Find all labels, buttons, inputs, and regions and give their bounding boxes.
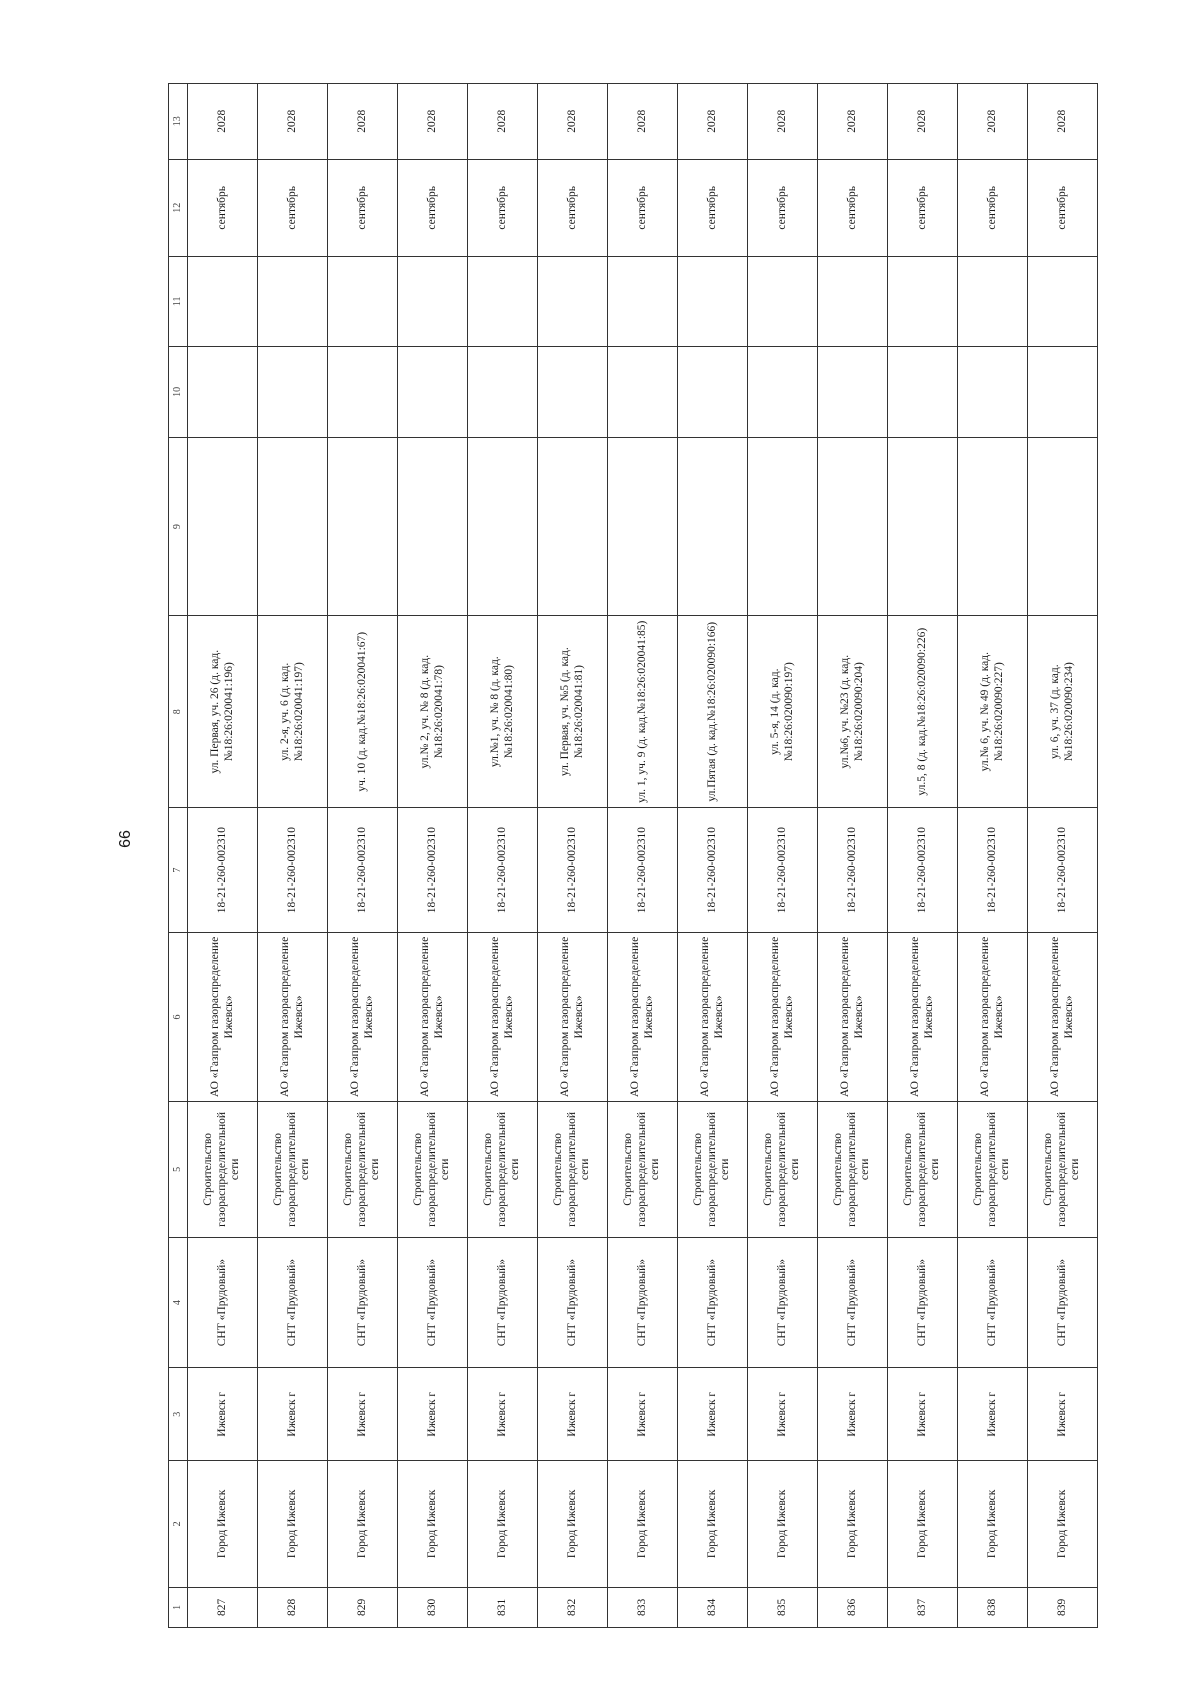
col9-cell [188, 438, 258, 616]
snt-cell: СНТ «Прудовый» [1028, 1237, 1098, 1368]
year-cell: 2028 [608, 84, 678, 160]
work-type-cell: Строительство газораспределительной сети [818, 1101, 888, 1237]
table-body [188, 84, 1098, 1628]
year-cell: 2028 [748, 84, 818, 160]
year-cell: 2028 [678, 84, 748, 160]
city-cell: Ижевск г [608, 1368, 678, 1461]
organization-cell: АО «Газпром газораспределение Ижевск» [538, 932, 608, 1101]
col10-cell [748, 346, 818, 438]
work-type-cell: Строительство газораспределительной сети [888, 1101, 958, 1237]
municipality-cell: Город Ижевск [258, 1461, 328, 1588]
col10-cell [468, 346, 538, 438]
table-row [188, 84, 258, 1628]
col11-cell [328, 257, 398, 347]
year-cell: 2028 [258, 84, 328, 160]
year-cell: 2028 [888, 84, 958, 160]
col10-cell [258, 346, 328, 438]
code-cell: 18-21-260-002310 [608, 808, 678, 933]
work-type-cell: Строительство газораспределительной сети [958, 1101, 1028, 1237]
organization-cell: АО «Газпром газораспределение Ижевск» [818, 932, 888, 1101]
code-cell: 18-21-260-002310 [468, 808, 538, 933]
address-cell: ул. 6, уч. 37 (д. кад.№18:26:020090:234) [1028, 616, 1098, 808]
address-cell: уч. 10 (д. кад.№18:26:020041:67) [328, 616, 398, 808]
address-cell: ул.5, 8 (д. кад.№18:26:020090:226) [888, 616, 958, 808]
row-number: 829 [328, 1587, 398, 1627]
column-number-6: 6 [169, 932, 188, 1101]
col10-cell [818, 346, 888, 438]
city-cell: Ижевск г [748, 1368, 818, 1461]
address-cell: ул.Пятая (д. кад.№18:26:020090:166) [678, 616, 748, 808]
municipality-cell: Город Ижевск [328, 1461, 398, 1588]
code-cell: 18-21-260-002310 [188, 808, 258, 933]
row-number: 831 [468, 1587, 538, 1627]
code-cell: 18-21-260-002310 [748, 808, 818, 933]
snt-cell: СНТ «Прудовый» [468, 1237, 538, 1368]
organization-cell: АО «Газпром газораспределение Ижевск» [608, 932, 678, 1101]
address-cell: ул.№1, уч. № 8 (д. кад.№18:26:020041:80) [468, 616, 538, 808]
col9-cell [958, 438, 1028, 616]
col10-cell [398, 346, 468, 438]
page-number: 66 [117, 830, 134, 848]
municipality-cell: Город Ижевск [818, 1461, 888, 1588]
year-cell: 2028 [468, 84, 538, 160]
row-number: 834 [678, 1587, 748, 1627]
address-cell: ул. 2-я, уч. 6 (д. кад.№18:26:020041:197) [258, 616, 328, 808]
col9-cell [678, 438, 748, 616]
year-cell: 2028 [538, 84, 608, 160]
organization-cell: АО «Газпром газораспределение Ижевск» [1028, 932, 1098, 1101]
column-number-8: 8 [169, 616, 188, 808]
col10-cell [958, 346, 1028, 438]
municipality-cell: Город Ижевск [608, 1461, 678, 1588]
row-number: 838 [958, 1587, 1028, 1627]
row-number: 837 [888, 1587, 958, 1627]
snt-cell: СНТ «Прудовый» [958, 1237, 1028, 1368]
col9-cell [1028, 438, 1098, 616]
col11-cell [608, 257, 678, 347]
snt-cell: СНТ «Прудовый» [748, 1237, 818, 1368]
city-cell: Ижевск г [1028, 1368, 1098, 1461]
work-type-cell: Строительство газораспределительной сети [398, 1101, 468, 1237]
row-number: 833 [608, 1587, 678, 1627]
col9-cell [888, 438, 958, 616]
code-cell: 18-21-260-002310 [398, 808, 468, 933]
year-cell: 2028 [328, 84, 398, 160]
col11-cell [468, 257, 538, 347]
municipality-cell: Город Ижевск [958, 1461, 1028, 1588]
col10-cell [1028, 346, 1098, 438]
year-cell: 2028 [398, 84, 468, 160]
organization-cell: АО «Газпром газораспределение Ижевск» [888, 932, 958, 1101]
row-number: 828 [258, 1587, 328, 1627]
work-type-cell: Строительство газораспределительной сети [1028, 1101, 1098, 1237]
municipality-cell: Город Ижевск [1028, 1461, 1098, 1588]
table-row [1028, 84, 1098, 1628]
address-cell: ул. 5-я, 14 (д. кад.№18:26:020090:197) [748, 616, 818, 808]
table-row [818, 84, 888, 1628]
organization-cell: АО «Газпром газораспределение Ижевск» [328, 932, 398, 1101]
col10-cell [328, 346, 398, 438]
row-number: 836 [818, 1587, 888, 1627]
col11-cell [258, 257, 328, 347]
address-cell: ул.№ 6, уч. № 49 (д. кад.№18:26:020090:227) [958, 616, 1028, 808]
organization-cell: АО «Газпром газораспределение Ижевск» [468, 932, 538, 1101]
year-cell: 2028 [1028, 84, 1098, 160]
table-row [538, 84, 608, 1628]
work-type-cell: Строительство газораспределительной сети [258, 1101, 328, 1237]
work-type-cell: Строительство газораспределительной сети [678, 1101, 748, 1237]
month-cell: сентябрь [468, 159, 538, 257]
address-cell: ул.№6, уч. №23 (д. кад.№18:26:020090:204) [818, 616, 888, 808]
code-cell: 18-21-260-002310 [678, 808, 748, 933]
month-cell: сентябрь [538, 159, 608, 257]
month-cell: сентябрь [748, 159, 818, 257]
municipality-cell: Город Ижевск [398, 1461, 468, 1588]
city-cell: Ижевск г [888, 1368, 958, 1461]
month-cell: сентябрь [1028, 159, 1098, 257]
snt-cell: СНТ «Прудовый» [818, 1237, 888, 1368]
address-cell: ул. Первая, уч. 26 (д. кад.№18:26:020041:196) [188, 616, 258, 808]
address-cell: ул. 1, уч. 9 (д. кад.№18:26:020041:85) [608, 616, 678, 808]
column-number-1: 1 [169, 1587, 188, 1627]
work-type-cell: Строительство газораспределительной сети [468, 1101, 538, 1237]
col9-cell [468, 438, 538, 616]
code-cell: 18-21-260-002310 [888, 808, 958, 933]
month-cell: сентябрь [818, 159, 888, 257]
code-cell: 18-21-260-002310 [328, 808, 398, 933]
column-number-2: 2 [169, 1461, 188, 1588]
col10-cell [888, 346, 958, 438]
table-row [748, 84, 818, 1628]
city-cell: Ижевск г [538, 1368, 608, 1461]
city-cell: Ижевск г [958, 1368, 1028, 1461]
table-row [888, 84, 958, 1628]
col11-cell [188, 257, 258, 347]
city-cell: Ижевск г [188, 1368, 258, 1461]
table-row [608, 84, 678, 1628]
municipality-cell: Город Ижевск [748, 1461, 818, 1588]
municipality-cell: Город Ижевск [888, 1461, 958, 1588]
col9-cell [608, 438, 678, 616]
col10-cell [608, 346, 678, 438]
address-cell: ул.№ 2, уч. № 8 (д. кад.№18:26:020041:78) [398, 616, 468, 808]
col9-cell [538, 438, 608, 616]
column-number-7: 7 [169, 808, 188, 933]
municipality-cell: Город Ижевск [468, 1461, 538, 1588]
column-number-12: 12 [169, 159, 188, 257]
snt-cell: СНТ «Прудовый» [538, 1237, 608, 1368]
month-cell: сентябрь [188, 159, 258, 257]
col11-cell [1028, 257, 1098, 347]
work-type-cell: Строительство газораспределительной сети [188, 1101, 258, 1237]
col11-cell [398, 257, 468, 347]
organization-cell: АО «Газпром газораспределение Ижевск» [258, 932, 328, 1101]
month-cell: сентябрь [678, 159, 748, 257]
snt-cell: СНТ «Прудовый» [678, 1237, 748, 1368]
row-number: 832 [538, 1587, 608, 1627]
year-cell: 2028 [188, 84, 258, 160]
row-number: 839 [1028, 1587, 1098, 1627]
column-number-13: 13 [169, 84, 188, 160]
year-cell: 2028 [958, 84, 1028, 160]
city-cell: Ижевск г [398, 1368, 468, 1461]
work-type-cell: Строительство газораспределительной сети [608, 1101, 678, 1237]
col11-cell [538, 257, 608, 347]
organization-cell: АО «Газпром газораспределение Ижевск» [398, 932, 468, 1101]
column-number-3: 3 [169, 1368, 188, 1461]
month-cell: сентябрь [608, 159, 678, 257]
column-number-row [169, 84, 188, 1628]
organization-cell: АО «Газпром газораспределение Ижевск» [748, 932, 818, 1101]
table-row [258, 84, 328, 1628]
city-cell: Ижевск г [328, 1368, 398, 1461]
organization-cell: АО «Газпром газораспределение Ижевск» [188, 932, 258, 1101]
snt-cell: СНТ «Прудовый» [188, 1237, 258, 1368]
col11-cell [958, 257, 1028, 347]
table-row [328, 84, 398, 1628]
column-number-9: 9 [169, 438, 188, 616]
month-cell: сентябрь [888, 159, 958, 257]
col9-cell [258, 438, 328, 616]
row-number: 827 [188, 1587, 258, 1627]
row-number: 830 [398, 1587, 468, 1627]
snt-cell: СНТ «Прудовый» [328, 1237, 398, 1368]
column-number-10: 10 [169, 346, 188, 438]
city-cell: Ижевск г [258, 1368, 328, 1461]
snt-cell: СНТ «Прудовый» [398, 1237, 468, 1368]
col10-cell [188, 346, 258, 438]
rotated-table-wrapper [168, 83, 1098, 1628]
col11-cell [888, 257, 958, 347]
code-cell: 18-21-260-002310 [818, 808, 888, 933]
snt-cell: СНТ «Прудовый» [888, 1237, 958, 1368]
year-cell: 2028 [818, 84, 888, 160]
col11-cell [818, 257, 888, 347]
row-number: 835 [748, 1587, 818, 1627]
month-cell: сентябрь [398, 159, 468, 257]
work-type-cell: Строительство газораспределительной сети [538, 1101, 608, 1237]
address-cell: ул. Первая, уч. №5 (д. кад.№18:26:020041:81) [538, 616, 608, 808]
municipality-cell: Город Ижевск [188, 1461, 258, 1588]
month-cell: сентябрь [258, 159, 328, 257]
work-type-cell: Строительство газораспределительной сети [328, 1101, 398, 1237]
gasification-table [168, 83, 1098, 1628]
col9-cell [398, 438, 468, 616]
col10-cell [678, 346, 748, 438]
code-cell: 18-21-260-002310 [258, 808, 328, 933]
month-cell: сентябрь [328, 159, 398, 257]
col9-cell [818, 438, 888, 616]
city-cell: Ижевск г [818, 1368, 888, 1461]
snt-cell: СНТ «Прудовый» [608, 1237, 678, 1368]
code-cell: 18-21-260-002310 [1028, 808, 1098, 933]
code-cell: 18-21-260-002310 [958, 808, 1028, 933]
code-cell: 18-21-260-002310 [538, 808, 608, 933]
table-row [468, 84, 538, 1628]
work-type-cell: Строительство газораспределительной сети [748, 1101, 818, 1237]
month-cell: сентябрь [958, 159, 1028, 257]
organization-cell: АО «Газпром газораспределение Ижевск» [958, 932, 1028, 1101]
col11-cell [748, 257, 818, 347]
column-number-11: 11 [169, 257, 188, 347]
municipality-cell: Город Ижевск [678, 1461, 748, 1588]
col9-cell [328, 438, 398, 616]
col10-cell [538, 346, 608, 438]
table-row [398, 84, 468, 1628]
col9-cell [748, 438, 818, 616]
col11-cell [678, 257, 748, 347]
city-cell: Ижевск г [678, 1368, 748, 1461]
city-cell: Ижевск г [468, 1368, 538, 1461]
column-number-5: 5 [169, 1101, 188, 1237]
snt-cell: СНТ «Прудовый» [258, 1237, 328, 1368]
table-row [678, 84, 748, 1628]
table-row [958, 84, 1028, 1628]
organization-cell: АО «Газпром газораспределение Ижевск» [678, 932, 748, 1101]
column-number-4: 4 [169, 1237, 188, 1368]
municipality-cell: Город Ижевск [538, 1461, 608, 1588]
